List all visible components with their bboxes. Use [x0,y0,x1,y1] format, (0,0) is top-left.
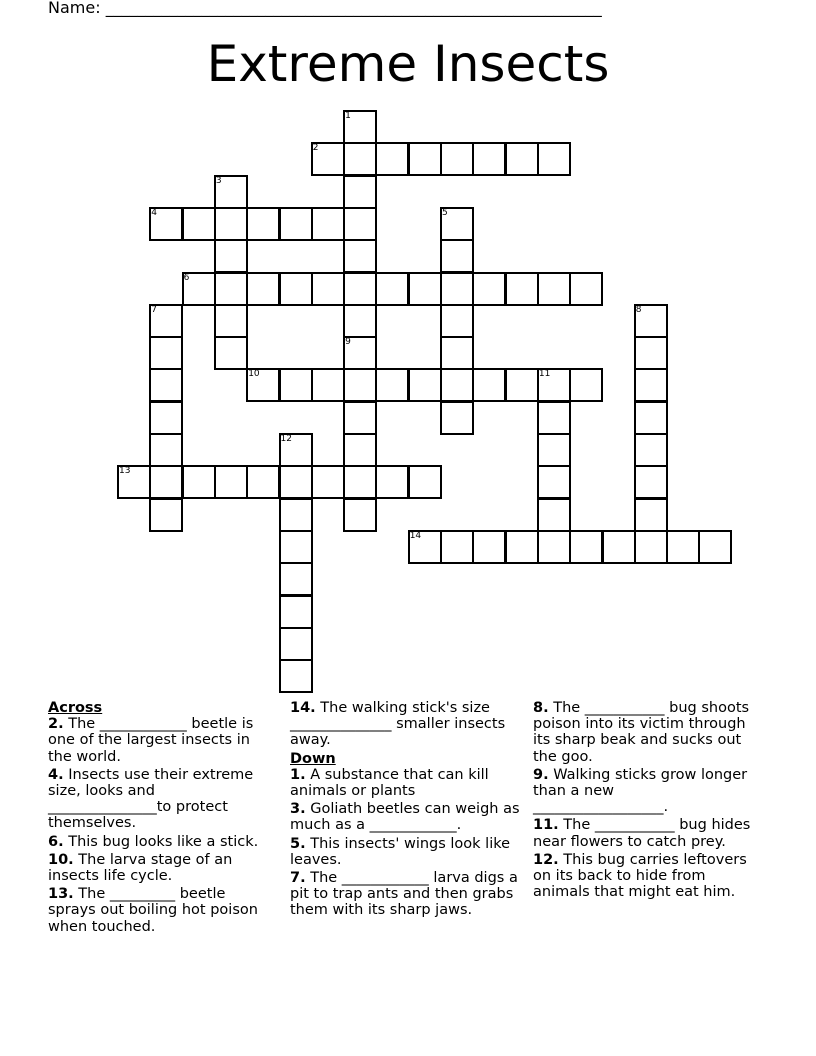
down-clue [290,767,522,799]
crossword-cell[interactable] [311,207,345,241]
crossword-cell[interactable] [698,530,732,564]
across-clue-list [48,716,274,935]
crossword-cell[interactable] [408,272,442,306]
crossword-cell[interactable] [472,272,506,306]
crossword-cell[interactable] [505,142,539,176]
crossword-cell[interactable] [311,368,345,402]
clue-text: The ___________ bug hides near flowers to catch prey. [533,817,751,850]
crossword-cell[interactable] [343,304,377,338]
clue-number: 3. [290,801,306,818]
clue-number: 4. [48,766,64,783]
clue-number: 2 [312,143,319,154]
clue-text: This bug looks like a stick. [63,833,259,850]
crossword-cell[interactable] [279,465,313,499]
clue-number: 2. [48,716,64,733]
crossword-cell[interactable] [375,272,409,306]
clue-number: 6 [183,272,190,283]
crossword-cell[interactable] [343,272,377,306]
crossword-cell[interactable] [279,659,313,693]
crossword-cell[interactable] [537,272,571,306]
crossword-cell[interactable] [375,368,409,402]
crossword-cell[interactable] [343,207,377,241]
crossword-cell[interactable] [311,465,345,499]
crossword-cell[interactable] [634,433,668,467]
clue-number: 3 [215,175,222,186]
crossword-cell[interactable] [214,207,248,241]
crossword-cell[interactable] [149,401,183,435]
down-clue [290,836,522,868]
crossword-cell[interactable] [472,530,506,564]
crossword-cell[interactable] [279,498,313,532]
crossword-cell[interactable] [279,627,313,661]
crossword-cell[interactable] [634,465,668,499]
crossword-cell[interactable] [279,368,313,402]
clue-number: 8. [533,700,549,716]
crossword-cell[interactable] [537,142,571,176]
crossword-cell[interactable] [149,433,183,467]
crossword-cell[interactable] [569,272,603,306]
clue-number: 6. [48,833,64,850]
crossword-cell[interactable] [634,368,668,402]
crossword-cell[interactable] [182,465,216,499]
clue-number: 10. [48,851,74,868]
clue-number: 7. [290,870,306,887]
crossword-cell[interactable] [408,368,442,402]
across-clue [48,852,274,884]
clue-text: The ____________ larva digs a pit to trap ants and then grabs them with its sharp jaws. [290,870,518,919]
crossword-cell[interactable] [279,530,313,564]
crossword-cell[interactable] [214,465,248,499]
crossword-cell[interactable] [343,175,377,209]
crossword-cell[interactable] [537,465,571,499]
clue-number: 4 [151,207,158,218]
down-clue-list-continued [533,700,751,900]
crossword-cell[interactable] [505,272,539,306]
clue-text: Walking sticks grow longer than a new __________________. [533,766,748,816]
crossword-cell[interactable] [569,530,603,564]
clue-number: 13. [48,886,74,903]
crossword-cell[interactable] [279,272,313,306]
across-clue [48,767,274,832]
clue-number: 1 [345,111,351,121]
clue-number: 8 [635,304,642,315]
crossword-cell[interactable] [375,465,409,499]
clue-number: 11 [538,369,551,380]
crossword-cell[interactable] [634,498,668,532]
crossword-cell[interactable] [343,368,377,402]
crossword-cell[interactable] [634,336,668,370]
clue-number: 11. [533,817,559,834]
across-clue-list-continued [290,700,522,749]
crossword-cell[interactable] [343,433,377,467]
clue-number: 12 [280,434,292,444]
crossword-cell[interactable] [537,433,571,467]
crossword-cell[interactable] [440,142,474,176]
crossword-cell[interactable] [634,401,668,435]
down-clue-list [290,767,522,919]
clue-number: 14. [290,700,316,716]
clue-number: 5. [290,835,306,852]
crossword-cell[interactable] [311,272,345,306]
clue-text: The walking stick's size ______________ smaller insects away. [290,700,506,749]
crossword-cell[interactable] [440,336,474,370]
clue-number: 14 [409,530,422,541]
crossword-cell[interactable] [408,142,442,176]
down-clue [290,870,522,919]
crossword-cell[interactable] [505,368,539,402]
crossword-cell[interactable] [214,304,248,338]
crossword-cell[interactable] [440,239,474,273]
crossword-cell[interactable] [666,530,700,564]
crossword-cell[interactable] [149,336,183,370]
crossword-cell[interactable] [149,465,183,499]
clue-number: 12. [533,851,559,868]
across-clue [48,834,274,850]
crossword-cell[interactable] [537,530,571,564]
name-label: Name: [48,0,106,17]
clues-column-2 [290,700,522,921]
crossword-cell[interactable] [440,401,474,435]
down-clue [290,801,522,833]
clue-number: 9 [345,337,351,348]
clue-text: A substance that can kill animals or plants [290,766,489,800]
clue-number: 10 [248,369,260,380]
clue-number: 5 [442,207,448,218]
clue-text: This insects' wings look like leaves. [290,835,511,868]
clue-text: The larva stage of an insects life cycle. [48,851,233,885]
clue-text: The ___________ bug shoots poison into its victim through its sharp beak and sucks out the goo. [533,700,750,765]
crossword-cell[interactable] [375,142,409,176]
crossword-cell[interactable] [343,142,377,176]
crossword-cell[interactable] [279,595,313,629]
crossword-cell[interactable] [149,368,183,402]
crossword-cell[interactable] [537,498,571,532]
clue-number: 9. [533,766,549,783]
name-blank[interactable]: ______________________________________________________________ [105,0,602,17]
crossword-cell[interactable] [505,530,539,564]
down-clue [533,767,751,816]
down-clue [533,852,751,901]
clues-column-1 [48,700,274,937]
clue-text: Goliath beetles can weigh as much as a ____________. [290,801,520,834]
clue-text: The _________ beetle sprays out boiling hot poison when touched. [48,886,258,935]
clue-number: 1. [290,766,306,783]
clues-column-3 [533,700,751,902]
across-clue [48,716,274,765]
crossword-cell[interactable] [472,142,506,176]
clue-number: 7 [151,304,158,315]
clue-text: This bug carries leftovers on its back to hide from animals that might eat him. [533,851,747,901]
crossword-cell[interactable] [634,530,668,564]
clue-text: The ____________ beetle is one of the largest insects in the world. [48,716,254,765]
crossword-cell[interactable] [569,368,603,402]
crossword-cell[interactable] [214,336,248,370]
crossword-cell[interactable] [246,272,280,306]
crossword-cell[interactable] [214,272,248,306]
crossword-cell[interactable] [343,465,377,499]
crossword-cell[interactable] [537,401,571,435]
crossword-cell[interactable] [246,207,280,241]
crossword-cell[interactable] [343,401,377,435]
across-clue [290,700,522,749]
crossword-cell[interactable] [602,530,636,564]
crossword-cell[interactable] [149,498,183,532]
crossword-cell[interactable] [440,368,474,402]
crossword-cell[interactable] [214,239,248,273]
across-heading: Across [48,700,103,716]
crossword-cell[interactable] [279,562,313,596]
across-clue [48,886,274,935]
down-clue [533,700,751,765]
crossword-cell[interactable] [182,207,216,241]
crossword-cell[interactable] [472,368,506,402]
crossword-cell[interactable] [343,498,377,532]
crossword-cell[interactable] [408,465,442,499]
crossword-cell[interactable] [279,207,313,241]
crossword-cell[interactable] [440,530,474,564]
crossword-cell[interactable] [440,304,474,338]
crossword-cell[interactable] [246,465,280,499]
down-clue [533,817,751,849]
clue-number: 13 [119,466,131,477]
crossword-cell[interactable] [440,272,474,306]
crossword-cell[interactable] [343,239,377,273]
clue-text: Insects use their extreme size, looks and _______________to protect themselves. [48,766,254,832]
down-heading: Down [290,750,336,767]
page-title: Extreme Insects [206,35,610,93]
